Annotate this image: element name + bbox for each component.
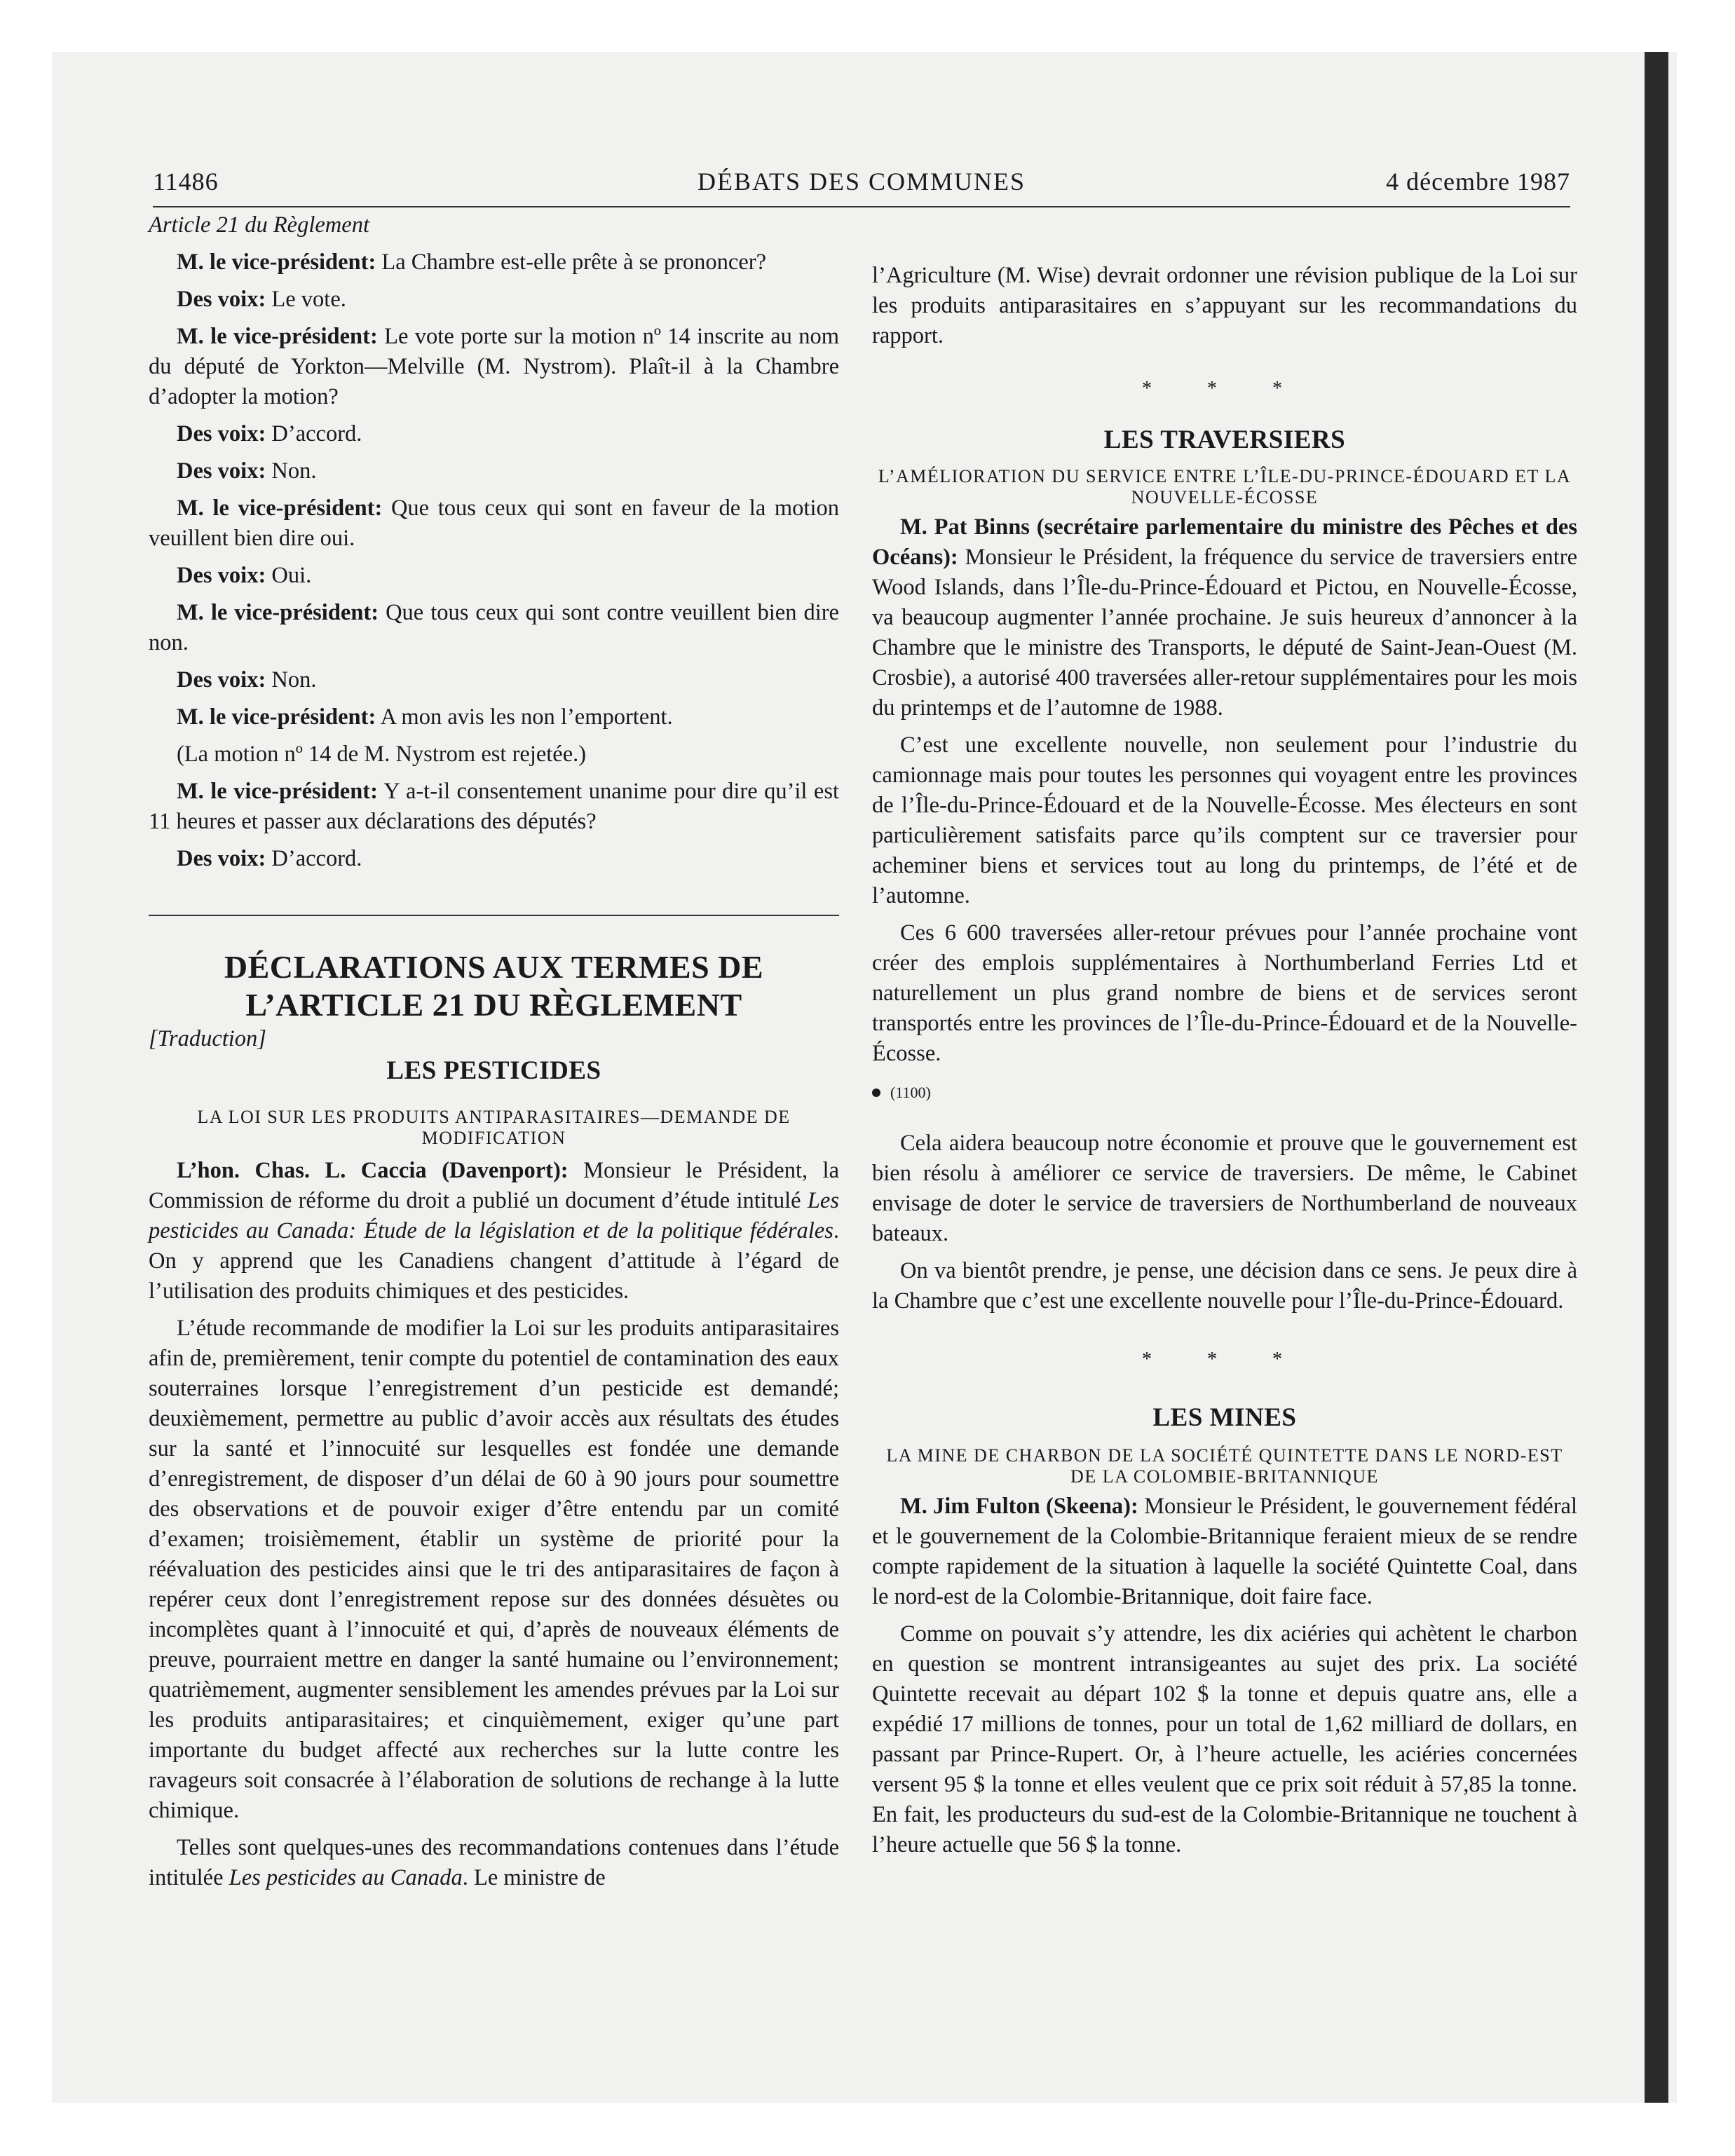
translation-note: [Traduction] [149,1026,266,1051]
exchange-paragraph [149,247,839,278]
exchange-paragraph [149,844,839,874]
speaker-name: Des voix: [177,563,266,588]
exchange-paragraph [149,419,839,449]
speaker-name: Des voix: [177,458,266,484]
ferry-subheading: L’AMÉLIORATION DU SERVICE ENTRE L’ÎLE-DU-PRINCE-ÉDOUARD ET LA NOUVELLE-ÉCOSSE [878,466,1572,507]
speech-text: Non. [271,667,317,692]
document-title: Les pesticides au Canada [229,1865,463,1890]
mines-subheading: LA MINE DE CHARBON DE LA SOCIÉTÉ QUINTETTE DANS LE NORD-EST DE LA COLOMBIE-BRITANNIQUE [886,1445,1563,1487]
section-heading-line1: DÉCLARATIONS AUX TERMES DE [224,949,764,985]
fulton-paragraph-2: Comme on pouvait s’y attendre, les dix aciéries qui achètent le charbon en question se montrent intransigeantes au sujet des prix. La société Quintette recevait au départ 102 $ la tonne et depuis quatre ans, elle a expédié 17 millions de tonnes, pour un total de 1,62 milliard de dollars, en passant par Prince-Rupert. Or, à l’heure actuelle, les aciéries concernées versent 95 $ la tonne et elles veulent que ce prix soit réduit à 57,85 la tonne. En fait, les producteurs du sud-est de la Colombie-Britannique ne touchent à l’heure actuelle que 56 $ la tonne. [872,1621,1577,1857]
speech-text: D’accord. [271,846,362,871]
scan-edge-bar [1645,52,1668,2103]
speaker-name: Des voix: [177,667,266,692]
text-run: . On y apprend que les Canadiens changent d’attitude à l’égard de l’utilisation des produits chimiques et des pesticides. [149,1218,839,1304]
exchange-list [149,247,839,874]
speaker-name: M. le vice-président: [177,250,376,275]
speech-text: Oui. [271,563,312,588]
binns-paragraph-5: On va bientôt prendre, je pense, une décision dans ce sens. Je peux dire à la Chambre que c’est une excellente nouvelle pour l’Île-du-Prince-Édouard. [872,1258,1577,1314]
rubric: Article 21 du Règlement [149,212,369,238]
binns-paragraph-3: Ces 6 600 traversées aller-retour prévues pour l’année prochaine vont créer des emplois supplémentaires à Northumberland Ferries Ltd et naturellement un plus grand nombre de biens et de services seront transportés entre les provinces de l’Île-du-Prince-Édouard et de la Nouvelle-Écosse. [872,920,1577,1066]
speaker-name: M. le vice-président: [177,779,378,804]
speech-text: Que tous ceux qui sont en faveur de la motion veuillent bien dire oui. [149,496,839,551]
page-number: 11486 [153,168,219,196]
caccia-paragraph-3 [149,1833,839,1893]
speech-text: A mon avis les non l’emportent. [380,704,673,730]
document-title: Les pesticides au Canada: Étude de la législation et de la politique fédérales [149,1188,839,1243]
text-run: Monsieur le Président, la fréquence du service de traversiers entre Wood Islands, dans l’Île-du-Prince-Édouard et Pictou, en Nouvelle-Écosse, va beaucoup augmenter l’année prochaine. Je suis heureux d’annoncer à la Chambre que le ministre des Transports, le député de Saint-Jean-Ouest (M. Crosbie), a autorisé 400 traversées aller-retour supplémentaires pour les mois du printemps et de l’automne de 1988. [872,545,1577,721]
exchange-paragraph [149,739,839,770]
right-column [872,210,1577,1860]
header-date: 4 décembre 1987 [1386,168,1570,196]
caccia-paragraph-2: L’étude recommande de modifier la Loi sur les produits antiparasitaires afin de, premièrement, tenir compte du potentiel de contamination des eaux souterraines lorsque l’enregistrement d’un pesticide est demandé; deuxièmement, permettre au public d’avoir accès aux résultats des études sur la santé et l’innocuité sur lesquelles est fondée une demande d’enregistrement, de disposer d’un délai de 60 à 90 jours pour soumettre des observations et de pouvoir exiger d’être entendu par un comité d’examen; troisièmement, établir un système de priorité pour la réévaluation des pesticides ainsi que le tri des antiparasitaires de façon à repérer ceux dont l’enregistrement repose sur des données désuètes ou incomplètes quant à l’innocuité et qui, d’après de nouveaux éléments de preuve, pourraient mettre en danger la santé humaine ou l’environnement; quatrièmement, augmenter sensiblement les amendes prévues par la Loi sur les produits antiparasitaires; et cinquièmement, exiger qu’une part importante du budget affecté aux recherches sur la lutte contre les ravageurs soit consacrée à l’élaboration de solutions de rechange à la lutte chimique. [149,1316,839,1823]
speaker-name: Des voix: [177,421,266,446]
speech-text: D’accord. [271,421,362,446]
continuation-paragraph: l’Agriculture (M. Wise) devrait ordonner une révision publique de la Loi sur les produits antiparasitaires en s’appuyant sur les recommandations du rapport. [872,263,1577,348]
text-run: Telles sont quelques-unes des recommandations contenues dans l’étude intitulée [149,1835,839,1890]
speech-text: Non. [271,458,317,484]
speaker-name: M. Pat Binns (secrétaire parlementaire du ministre des Pêches et des Océans): [872,514,1577,570]
speech-text: La Chambre est-elle prête à se prononcer? [381,250,767,275]
exchange-paragraph [149,456,839,486]
speech-text: (La motion nº 14 de M. Nystrom est rejetée.) [177,742,587,767]
speaker-name: M. le vice-président: [177,600,379,625]
publication-title: DÉBATS DES COMMUNES [697,168,1026,196]
page-header [153,167,1570,207]
speaker-name: L’hon. Chas. L. Caccia (Davenport): [177,1158,569,1183]
exchange-paragraph [149,285,839,315]
left-column [149,210,839,1893]
text-run: Monsieur le Président, le gouvernement fédéral et le gouvernement de la Colombie-Britannique feraient mieux de se rendre compte rapidement de la situation à laquelle la société Quintette Coal, dans le nord-est de la Colombie-Britannique, doit faire face. [872,1494,1578,1609]
ferry-heading: LES TRAVERSIERS [1103,425,1346,454]
speaker-name: M. le vice-président: [177,496,383,521]
subsubject-heading: LA LOI SUR LES PRODUITS ANTIPARASITAIRES—DEMANDE DE MODIFICATION [197,1107,791,1148]
speaker-name: Des voix: [177,287,266,312]
section-divider [149,915,839,916]
exchange-paragraph [149,777,839,837]
binns-paragraph-4: Cela aidera beaucoup notre économie et prouve que le gouvernement est bien résolu à améliorer ce service de traversiers. De même, le Cabinet envisage de doter le service de traversiers de Northumberland de nouveaux bateaux. [872,1131,1577,1246]
exchange-paragraph [149,493,839,554]
speaker-name: M. Jim Fulton (Skeena): [900,1494,1138,1519]
exchange-paragraph [149,322,839,412]
speaker-name: M. le vice-président: [177,324,378,349]
text-run: Monsieur le Président, la Commission de réforme du droit a publié un document d’étude intitulé [149,1158,840,1213]
speaker-name: Des voix: [177,846,266,871]
caccia-paragraph-1 [149,1156,839,1306]
exchange-paragraph [149,665,839,695]
binns-paragraph-1 [872,512,1577,723]
section-separator: * * * [1142,1349,1307,1370]
time-marker-text: (1100) [890,1084,931,1101]
speech-text: Le vote porte sur la motion nº 14 inscrite au nom du député de Yorkton—Melville (M. Nystrom). Plaît-il à la Chambre d’adopter la motion? [149,324,840,409]
bullet-icon [872,1089,880,1097]
section-heading [149,948,839,1024]
fulton-paragraph-1 [872,1492,1577,1612]
section-heading-line2: L’ARTICLE 21 DU RÈGLEMENT [245,987,742,1023]
speech-text: Que tous ceux qui sont contre veuillent bien dire non. [149,600,839,655]
exchange-paragraph [149,561,839,591]
subject-heading: LES PESTICIDES [386,1056,601,1085]
binns-paragraph-2: C’est une excellente nouvelle, non seulement pour l’industrie du camionnage mais pour toutes les personnes qui voyagent entre les provinces de l’Île-du-Prince-Édouard et de la Nouvelle-Écosse. Mes électeurs en sont particulièrement satisfaits parce qu’ils comptent sur ce traversier pour acheminer biens et services tout au long du printemps, de l’été et de l’automne. [872,732,1577,908]
exchange-paragraph [149,702,839,732]
speech-text: Le vote. [271,287,346,312]
exchange-paragraph [149,598,839,658]
time-marker [872,1076,1577,1107]
mines-heading: LES MINES [1152,1403,1297,1432]
speaker-name: M. le vice-président: [177,704,376,730]
text-run: . Le ministre de [462,1865,606,1890]
speech-text: Y a-t-il consentement unanime pour dire qu’il est 11 heures et passer aux déclarations des députés? [149,779,840,834]
section-separator: * * * [1142,378,1307,400]
